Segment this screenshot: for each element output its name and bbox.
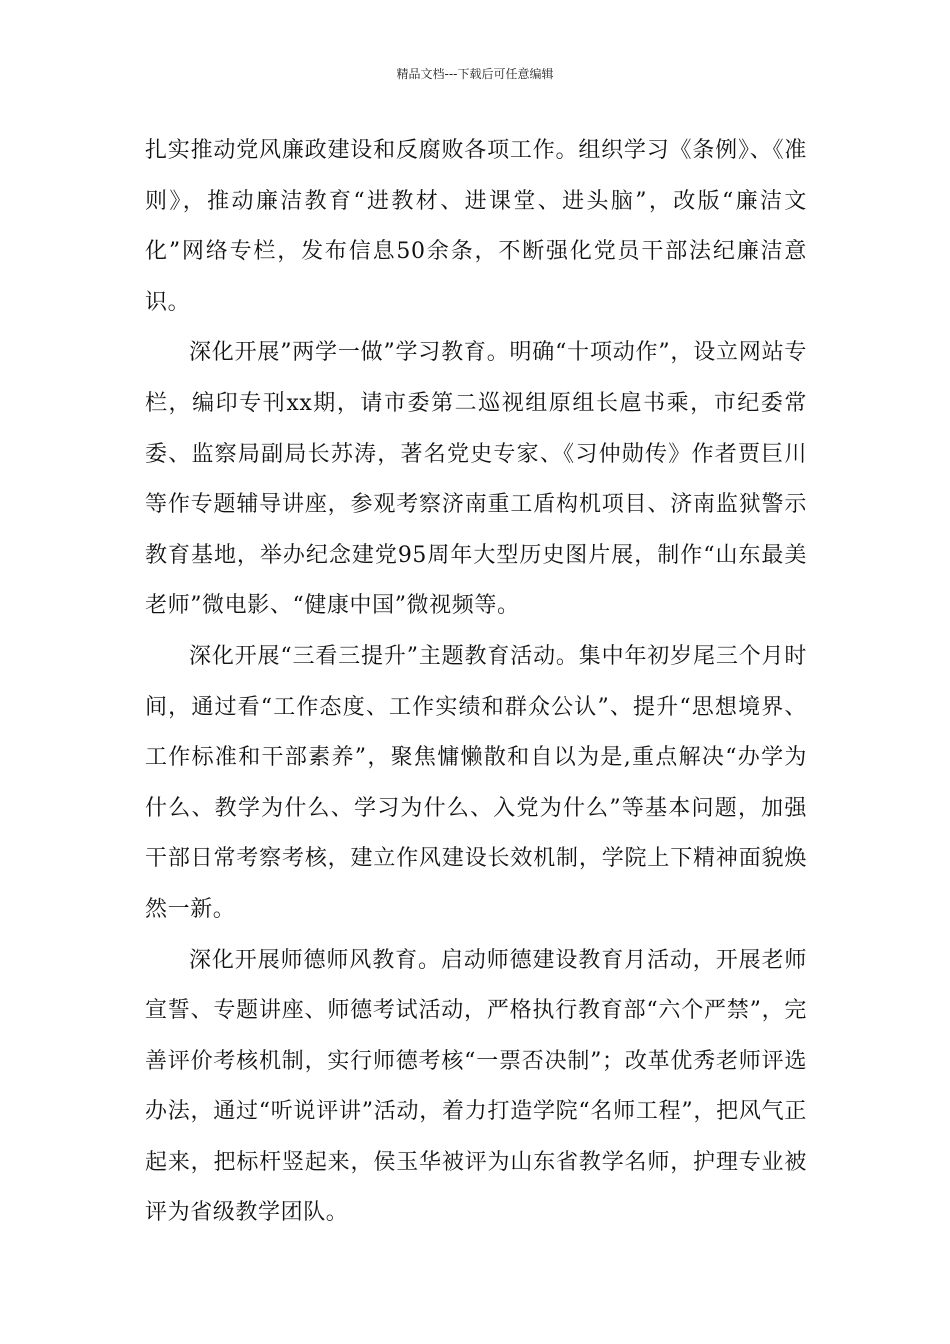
document-body — [145, 126, 807, 1239]
paragraph-two-studies: 深化开展”两学一做”学习教育。明确“十项动作”，设立网站专栏，编印专刊xx期，请市委第二巡视组原组长扈书乘，市纪委常委、监察局副局长苏涛，著名党史专家、《习仲勋传》作者贾巨川等作专题辅导讲座，参观考察济南重工盾构机项目、济南监狱警示教育基地，举办纪念建党95周年大型历史图片展，制作“山东最美老师”微电影、“健康中国”微视频等。 — [145, 340, 807, 619]
paragraph-teacher-ethics: 深化开展师德师风教育。启动师德建设教育月活动，开展老师宣誓、专题讲座、师德考试活动，严格执行教育部“六个严禁”，完善评价考核机制，实行师德考核“一票否决制”；改革优秀老师评选办法，通过“听说评讲”活动，着力打造学院“名师工程”，把风气正起来，把标杆竖起来，侯玉华被评为山东省教学名师，护理专业被评为省级教学团队。 — [145, 947, 807, 1226]
paragraph-three-views: 深化开展“三看三提升”主题教育活动。集中年初岁尾三个月时间，通过看“工作态度、工作实绩和群众公认”、提升“思想境界、工作标准和干部素养”，聚焦慵懒散和自以为是,重点解决“办学为什么、教学为什么、学习为什么、入党为什么”等基本问题，加强干部日常考察考核，建立作风建设长效机制，学院上下精神面貌焕然一新。 — [145, 643, 807, 922]
page-header: 精品文档---下载后可任意编辑 — [396, 67, 554, 81]
paragraph-anti-corruption: 扎实推动党风廉政建设和反腐败各项工作。组织学习《条例》、《准则》，推动廉洁教育“进教材、进课堂、进头脑”，改版“廉洁文化”网络专栏，发布信息50余条，不断强化党员干部法纪廉洁意识。 — [145, 138, 807, 315]
